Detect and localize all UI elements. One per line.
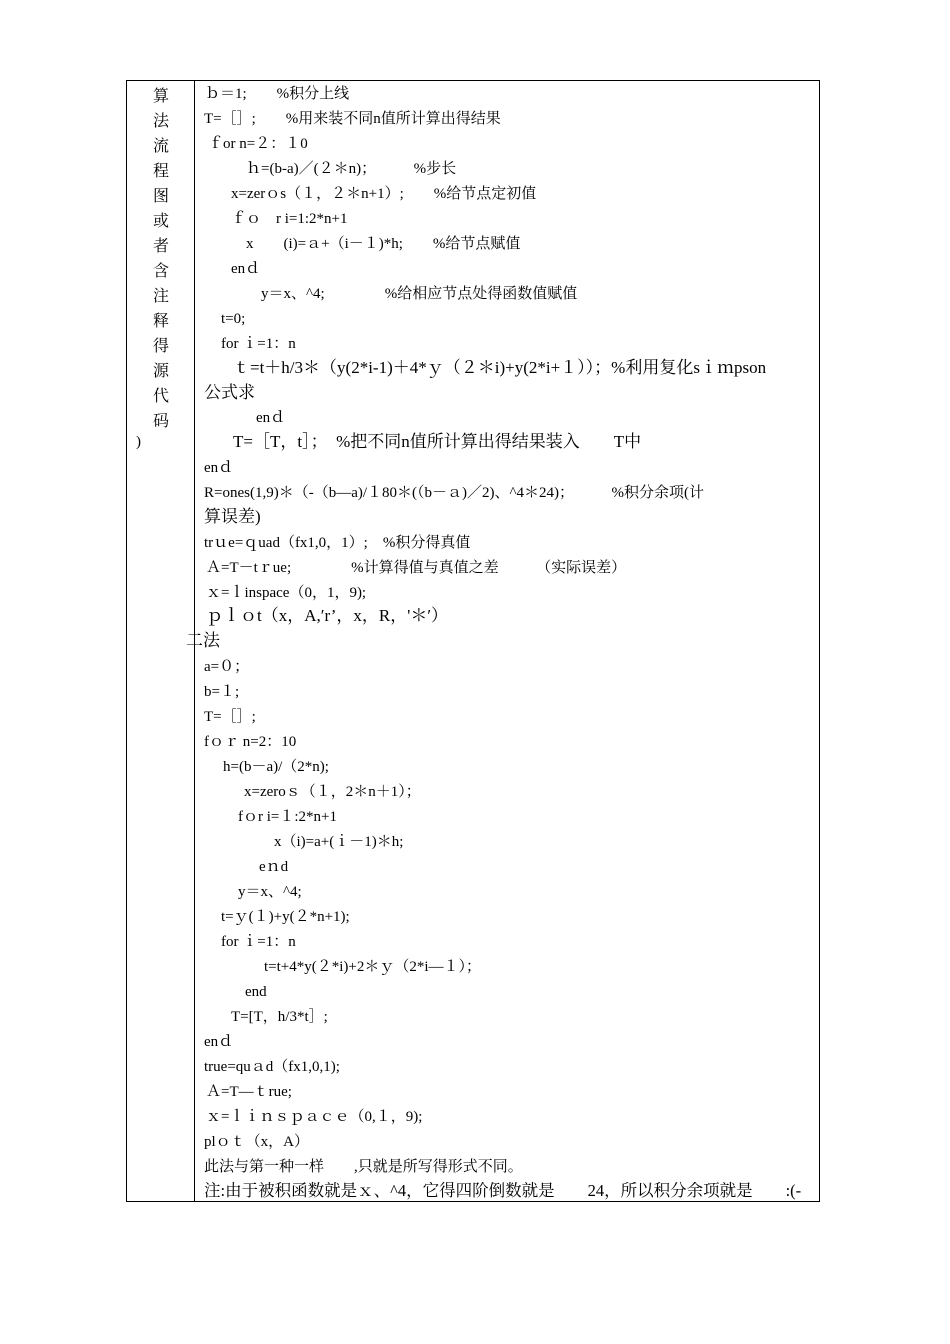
label-char: 注	[152, 288, 169, 305]
label-char: 得	[152, 338, 169, 355]
label-char: 释	[152, 313, 169, 330]
label-char: 者	[152, 238, 169, 255]
code-line: x=zeroｓ（１，2＊n＋1）；	[214, 784, 421, 800]
label-paren: )	[136, 434, 141, 450]
label-char: 图	[152, 188, 169, 205]
code-line: Ａ=T－tｒue; %计算得值与真值之差 （实际误差）	[206, 560, 627, 576]
code-line: end	[230, 984, 267, 1000]
code-line: fｏr i=１:2*n+1	[208, 809, 337, 825]
code-line: T=［］;	[204, 709, 256, 725]
code-line: trｕe=ｑuad（fx1,0，1）; %积分得真值	[204, 535, 471, 551]
code-line: b=１;	[204, 684, 240, 700]
code-line: enｄ	[204, 1034, 234, 1050]
code-line: Ａ=T—ｔrue;	[206, 1084, 292, 1100]
code-line: y＝x、^4;	[208, 884, 302, 900]
label-char: 法	[152, 113, 169, 130]
note-line: 此法与第一种一样 ,只就是所写得形式不同。	[204, 1159, 523, 1175]
code-line: enｄ	[204, 460, 234, 476]
code-line: for ｉ=1：n	[221, 934, 296, 950]
code-line: x=zerｏs（１，２＊n+1）; %给节点定初值	[216, 186, 537, 202]
code-line: t=ｙ(１)+y(２*n+1);	[221, 909, 350, 925]
code-line: t=t+4*y(２*i)+2＊ｙ（2*i—１）；	[234, 959, 482, 975]
code-line: ｘ=ｌｉｎｓｐａｃｅ（0,１，9);	[206, 1109, 423, 1125]
code-line: plｏｔ（x，A）	[204, 1134, 310, 1150]
code-line: enｄ	[226, 410, 286, 426]
code-line: x (i)=ａ+（i－１)*h; %给节点赋值	[216, 236, 521, 252]
code-line: ｈ=(b-a)／(２＊n)； %步长	[216, 161, 457, 177]
code-line: fｏｒ n=2：10	[204, 734, 297, 750]
code-line: t=0;	[221, 311, 246, 327]
label-char: 含	[152, 263, 169, 280]
code-line: eｎd	[214, 859, 289, 875]
code-line: a=０；	[204, 659, 250, 675]
label-char: 码	[152, 413, 169, 430]
note-line: 注:由于被积函数就是ｘ、^4，它得四阶倒数就是 24，所以积分余项就是 :(-	[204, 1181, 802, 1200]
code-line: T=［］; %用来装不同n值所计算出得结果	[204, 111, 501, 127]
code-line: ｆor n=２：１0	[208, 136, 308, 152]
label-char: 流	[152, 138, 169, 155]
code-line: T=［T，t］； %把不同n值所计算出得结果装入 T中	[216, 432, 642, 451]
code-line: h=(b－a)/（2*n);	[208, 759, 329, 775]
code-line: R=ones(1,9)＊（-（b—a)/１80＊(（b－ａ)／2)、^4＊24)； %积分余项(计	[204, 485, 705, 501]
code-line: x（i)=a+(ｉ－1)＊h;	[214, 834, 404, 850]
code-line: ｂ＝1; %积分上线	[205, 86, 350, 102]
label-char: 源	[152, 363, 169, 380]
code-line: true=quａd（fx1,0,1);	[204, 1059, 340, 1075]
label-char: 或	[152, 213, 169, 230]
code-line: ｘ=ｌinspace（0，1，9);	[206, 585, 367, 601]
section-heading: 二法	[186, 631, 220, 650]
code-line: y＝x、^4; %给相应节点处得函数值赋值	[216, 286, 578, 302]
code-line: 算误差)	[204, 507, 261, 526]
code-line: enｄ	[216, 261, 261, 277]
code-line: ｔ=t＋h/3＊（y(2*i-1)＋4*ｙ（２＊i)+y(2*i+１））；%利用复化sｉｍpson	[216, 358, 767, 377]
label-char: 程	[152, 163, 169, 180]
code-line: T=[T，h/3*t］;	[216, 1009, 328, 1025]
label-column	[130, 84, 192, 434]
label-char: 算	[152, 88, 169, 105]
code-line: ｆｏ r i=1:2*n+1	[216, 211, 348, 227]
label-char: 代	[152, 388, 169, 405]
code-line: 公式求	[204, 383, 255, 402]
code-line: ｐｌｏt（x，A,′r’，x，R，'＊′）	[206, 606, 449, 625]
code-line: for ｉ=1：n	[221, 336, 296, 352]
